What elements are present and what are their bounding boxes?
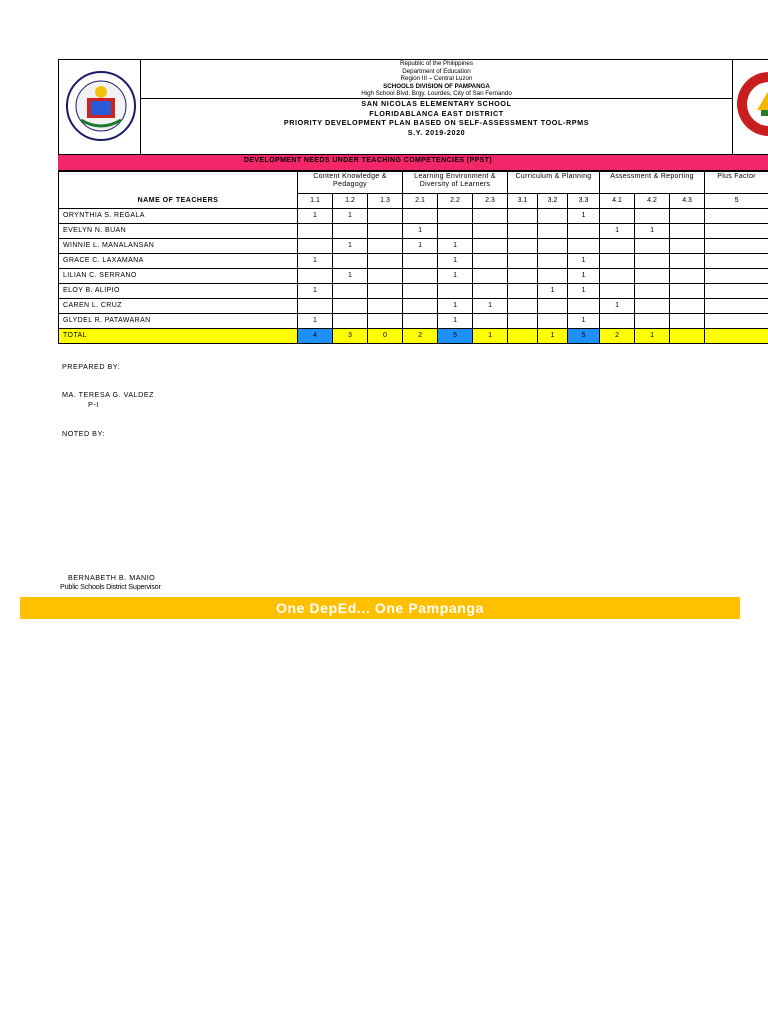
- teacher-name: WINNIE L. MANALANSAN: [59, 239, 298, 254]
- header-box: [58, 59, 768, 155]
- competencies-heading: DEVELOPMENT NEEDS UNDER TEACHING COMPETENCIES (PPST): [243, 157, 493, 164]
- teacher-name: GRACE C. LAXAMANA: [59, 254, 298, 269]
- district-name: FLORIDABLANCA EAST DISTRICT: [369, 108, 504, 118]
- need-cell: [600, 239, 635, 254]
- school-block: [141, 99, 732, 155]
- need-cell: [368, 254, 403, 269]
- need-cell: 1: [600, 299, 635, 314]
- need-cell: [508, 314, 538, 329]
- need-cell: 1: [298, 209, 333, 224]
- right-logo-cell: [733, 60, 768, 155]
- need-cell: [473, 314, 508, 329]
- need-cell: [670, 239, 705, 254]
- need-cell: 1: [298, 314, 333, 329]
- deped-seal-icon: [59, 60, 141, 155]
- need-cell: [438, 284, 473, 299]
- need-cell: [635, 314, 670, 329]
- need-cell: [508, 254, 538, 269]
- code-header: 2.1: [403, 194, 438, 209]
- code-header: 2.3: [473, 194, 508, 209]
- need-cell: [508, 209, 538, 224]
- need-cell: [298, 299, 333, 314]
- need-cell: [670, 269, 705, 284]
- code-header: 1.3: [368, 194, 403, 209]
- need-cell: [368, 269, 403, 284]
- need-cell: [508, 269, 538, 284]
- need-cell: [298, 239, 333, 254]
- need-cell: [508, 224, 538, 239]
- need-cell: [670, 224, 705, 239]
- need-cell: [473, 224, 508, 239]
- teacher-row: [59, 209, 768, 224]
- need-cell: 1: [538, 284, 568, 299]
- need-cell: [568, 224, 600, 239]
- need-cell: [403, 269, 438, 284]
- need-cell: [538, 209, 568, 224]
- code-header: 3.2: [538, 194, 568, 209]
- code-header: 4.1: [600, 194, 635, 209]
- motto-text: One DepEd... One Pampanga: [276, 600, 484, 616]
- need-cell: [438, 224, 473, 239]
- need-cell: [635, 284, 670, 299]
- school-name: SAN NICOLAS ELEMENTARY SCHOOL: [361, 99, 512, 108]
- need-cell: [538, 299, 568, 314]
- need-cell: [508, 284, 538, 299]
- total-label: TOTAL: [59, 329, 298, 344]
- need-cell: 1: [568, 284, 600, 299]
- teacher-row: [59, 314, 768, 329]
- category-header: Assessment & Reporting: [600, 172, 705, 194]
- agency-line: Region III – Central Luzon: [400, 75, 473, 82]
- preparer-title: P-I: [88, 400, 99, 409]
- code-header: 1.2: [333, 194, 368, 209]
- total-cell: 0: [368, 329, 403, 344]
- need-cell: [705, 209, 768, 224]
- need-cell: [705, 314, 768, 329]
- need-cell: [635, 269, 670, 284]
- total-cell: 3: [333, 329, 368, 344]
- need-cell: [333, 299, 368, 314]
- need-cell: 1: [568, 269, 600, 284]
- total-cell: 4: [298, 329, 333, 344]
- total-cell: [508, 329, 538, 344]
- need-cell: 1: [568, 209, 600, 224]
- need-cell: [508, 239, 538, 254]
- need-cell: [538, 224, 568, 239]
- category-header: Curriculum & Planning: [508, 172, 600, 194]
- need-cell: 1: [438, 314, 473, 329]
- need-cell: [635, 254, 670, 269]
- need-cell: [368, 284, 403, 299]
- code-header: 4.2: [635, 194, 670, 209]
- code-header: 3.1: [508, 194, 538, 209]
- need-cell: [600, 209, 635, 224]
- need-cell: 1: [403, 239, 438, 254]
- total-cell: 2: [600, 329, 635, 344]
- need-cell: [403, 209, 438, 224]
- teacher-row: [59, 239, 768, 254]
- teacher-row: [59, 224, 768, 239]
- need-cell: [368, 239, 403, 254]
- left-logo-cell: [59, 60, 141, 155]
- preparer-name: MA. TERESA G. VALDEZ: [62, 390, 155, 399]
- need-cell: [298, 224, 333, 239]
- need-cell: [473, 239, 508, 254]
- need-cell: [403, 284, 438, 299]
- need-cell: [368, 299, 403, 314]
- document-title: PRIORITY DEVELOPMENT PLAN BASED ON SELF-ASSESSMENT TOOL-RPMS: [283, 118, 590, 128]
- need-cell: [705, 254, 768, 269]
- need-cell: [670, 209, 705, 224]
- need-cell: 1: [298, 284, 333, 299]
- agency-line: Republic of the Philippines: [400, 60, 473, 67]
- need-cell: [333, 224, 368, 239]
- teacher-name: ELOY B. ALIPIO: [59, 284, 298, 299]
- agency-line: Department of Education: [402, 67, 471, 75]
- competency-table: [58, 171, 768, 344]
- teacher-name: CAREN L. CRUZ: [59, 299, 298, 314]
- category-header: Content Knowledge & Pedagogy: [298, 172, 403, 194]
- need-cell: [538, 269, 568, 284]
- need-cell: 1: [568, 254, 600, 269]
- need-cell: [705, 269, 768, 284]
- need-cell: [538, 254, 568, 269]
- need-cell: [538, 239, 568, 254]
- noted-by-label: NOTED BY:: [62, 429, 105, 438]
- prepared-by-label: PREPARED BY:: [62, 362, 121, 371]
- code-header: 4.3: [670, 194, 705, 209]
- total-cell: 1: [538, 329, 568, 344]
- need-cell: [403, 314, 438, 329]
- teacher-row: [59, 254, 768, 269]
- noter-name: BERNABETH B. MANIO: [68, 573, 156, 582]
- need-cell: [473, 254, 508, 269]
- need-cell: [600, 269, 635, 284]
- need-cell: 1: [333, 209, 368, 224]
- total-cell: [670, 329, 705, 344]
- need-cell: [403, 299, 438, 314]
- need-cell: 1: [298, 254, 333, 269]
- teacher-rows: [59, 209, 768, 344]
- division-name: SCHOOLS DIVISION OF PAMPANGA: [383, 82, 490, 90]
- need-cell: [635, 209, 670, 224]
- code-header: 2.2: [438, 194, 473, 209]
- header-center: [141, 60, 733, 155]
- teacher-name: EVELYN N. BUAN: [59, 224, 298, 239]
- need-cell: 1: [635, 224, 670, 239]
- need-cell: 1: [438, 269, 473, 284]
- motto-banner: [20, 597, 740, 619]
- need-cell: 1: [473, 299, 508, 314]
- teacher-row: [59, 299, 768, 314]
- need-cell: [473, 269, 508, 284]
- need-cell: [670, 284, 705, 299]
- need-cell: [600, 314, 635, 329]
- agency-block: [141, 60, 732, 99]
- total-cell: 1: [635, 329, 670, 344]
- need-cell: [333, 254, 368, 269]
- teacher-row: [59, 269, 768, 284]
- competencies-bar: [58, 154, 768, 171]
- need-cell: [298, 269, 333, 284]
- need-cell: [670, 299, 705, 314]
- need-cell: 1: [438, 239, 473, 254]
- code-header: 3.3: [568, 194, 600, 209]
- need-cell: [568, 299, 600, 314]
- need-cell: [333, 314, 368, 329]
- teacher-name: LILIAN C. SERRANO: [59, 269, 298, 284]
- need-cell: [635, 239, 670, 254]
- need-cell: [368, 224, 403, 239]
- category-header: Plus Factor: [705, 172, 768, 194]
- total-row: [59, 329, 768, 344]
- category-header: Learning Environment & Diversity of Learners: [403, 172, 508, 194]
- need-cell: [508, 299, 538, 314]
- school-seal-icon: [733, 60, 768, 155]
- need-cell: [705, 224, 768, 239]
- total-cell: 1: [473, 329, 508, 344]
- noter-title: Public Schools District Supervisor: [60, 582, 161, 591]
- need-cell: 1: [568, 314, 600, 329]
- need-cell: [403, 254, 438, 269]
- name-header: NAME OF TEACHERS: [59, 194, 298, 209]
- need-cell: 1: [403, 224, 438, 239]
- need-cell: [368, 209, 403, 224]
- total-cell: 2: [403, 329, 438, 344]
- need-cell: [473, 284, 508, 299]
- need-cell: [705, 239, 768, 254]
- teacher-row: [59, 284, 768, 299]
- need-cell: [473, 209, 508, 224]
- teacher-name: ORYNTHIA S. REGALA: [59, 209, 298, 224]
- total-cell: 5: [438, 329, 473, 344]
- total-cell: 5: [568, 329, 600, 344]
- category-row: [59, 172, 768, 194]
- need-cell: [705, 299, 768, 314]
- need-cell: 1: [438, 254, 473, 269]
- code-header: 1.1: [298, 194, 333, 209]
- need-cell: [670, 314, 705, 329]
- need-cell: 1: [333, 239, 368, 254]
- need-cell: 1: [438, 299, 473, 314]
- need-cell: [438, 209, 473, 224]
- need-cell: 1: [333, 269, 368, 284]
- need-cell: [368, 314, 403, 329]
- code-row: [59, 194, 768, 209]
- need-cell: 1: [600, 224, 635, 239]
- teacher-name: GLYDEL R. PATAWARAN: [59, 314, 298, 329]
- name-header-top: [59, 172, 298, 194]
- need-cell: [670, 254, 705, 269]
- total-cell: [705, 329, 768, 344]
- division-address: High School Blvd. Brgy. Lourdes, City of San Fernando: [361, 90, 512, 97]
- need-cell: [333, 284, 368, 299]
- need-cell: [600, 254, 635, 269]
- need-cell: [538, 314, 568, 329]
- code-header: 5: [705, 194, 768, 209]
- need-cell: [635, 299, 670, 314]
- need-cell: [600, 284, 635, 299]
- school-year: S.Y. 2019-2020: [407, 127, 466, 137]
- need-cell: [705, 284, 768, 299]
- need-cell: [568, 239, 600, 254]
